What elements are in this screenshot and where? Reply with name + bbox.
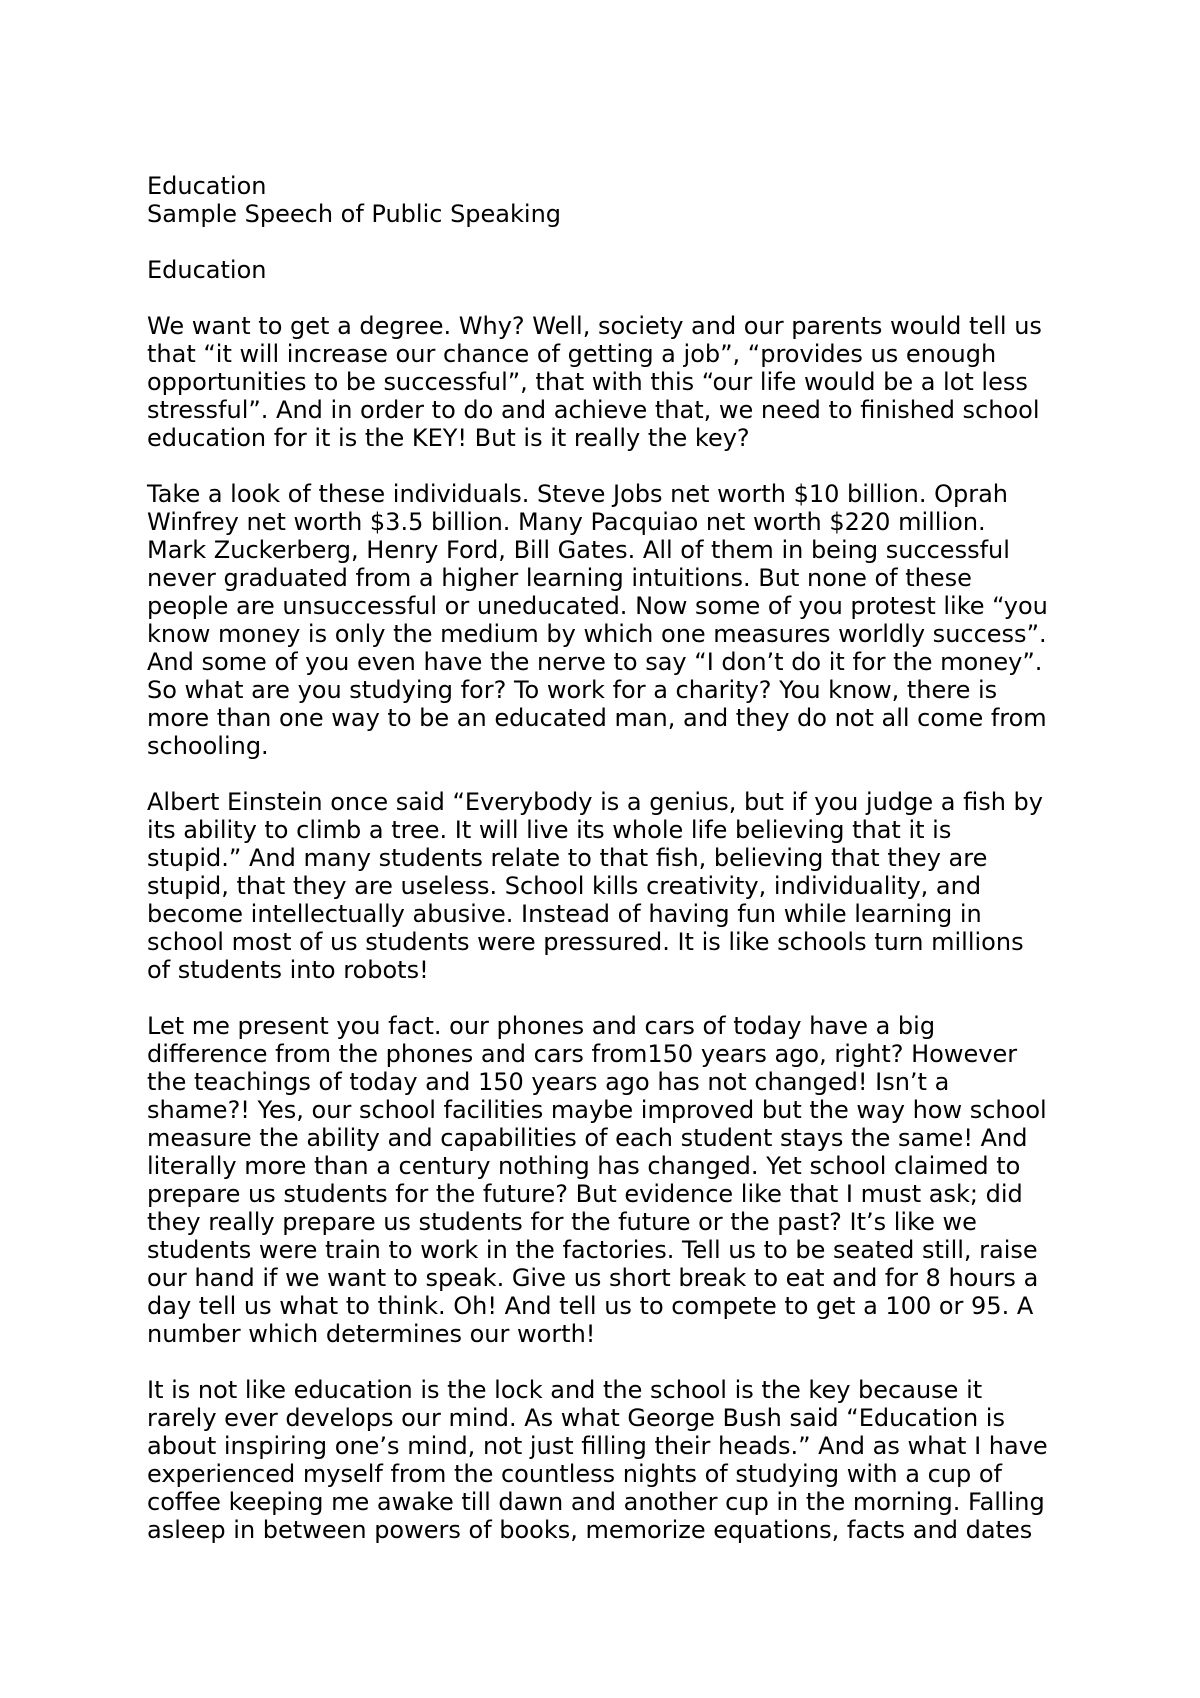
paragraph-line: number which determines our worth! <box>147 1320 596 1348</box>
paragraph-line: It is not like education is the lock and the school is the key because it <box>147 1376 983 1404</box>
paragraph-line: more than one way to be an educated man, and they do not all come from <box>147 704 1047 732</box>
spacer <box>147 284 1067 312</box>
paragraph-line: our hand if we want to speak. Give us short break to eat and for 8 hours a <box>147 1264 1039 1292</box>
paragraph-line: education for it is the KEY! But is it really the key? <box>147 424 750 452</box>
paragraph-line: Winfrey net worth $3.5 billion. Many Pacquiao net worth $220 million. <box>147 508 986 536</box>
paragraph-line: rarely ever develops our mind. As what George Bush said “Education is <box>147 1404 1005 1432</box>
paragraph-line: We want to get a degree. Why? Well, society and our parents would tell us <box>147 312 1042 340</box>
paragraph-line: stressful”. And in order to do and achieve that, we need to finished school <box>147 396 1040 424</box>
paragraph-line: stupid, that they are useless. School kills creativity, individuality, and <box>147 872 982 900</box>
paragraph-line: never graduated from a higher learning intuitions. But none of these <box>147 564 972 592</box>
paragraph-2 <box>147 480 1067 760</box>
paragraph-line: know money is only the medium by which one measures worldly success”. <box>147 620 1047 648</box>
paragraph-line: Take a look of these individuals. Steve Jobs net worth $10 billion. Oprah <box>147 480 1008 508</box>
document-page <box>147 172 1067 1572</box>
paragraph-line: prepare us students for the future? But evidence like that I must ask; did <box>147 1180 1023 1208</box>
paragraph-line: Albert Einstein once said “Everybody is a genius, but if you judge a fish by <box>147 788 1043 816</box>
paragraph-4 <box>147 1012 1067 1348</box>
paragraph-line: asleep in between powers of books, memorize equations, facts and dates <box>147 1516 1033 1544</box>
paragraph-line: they really prepare us students for the future or the past? It’s like we <box>147 1208 977 1236</box>
document-title: Education <box>147 172 267 200</box>
paragraph-line: day tell us what to think. Oh! And tell us to compete to get a 100 or 95. A <box>147 1292 1034 1320</box>
paragraph-line: schooling. <box>147 732 269 760</box>
paragraph-line: become intellectually abusive. Instead of having fun while learning in <box>147 900 982 928</box>
paragraph-line: measure the ability and capabilities of each student stays the same! And <box>147 1124 1028 1152</box>
paragraph-line: And some of you even have the nerve to say “I don’t do it for the money”. <box>147 648 1043 676</box>
paragraph-line: stupid.” And many students relate to that fish, believing that they are <box>147 844 988 872</box>
paragraph-line: Let me present you fact. our phones and cars of today have a big <box>147 1012 936 1040</box>
paragraph-line: literally more than a century nothing has changed. Yet school claimed to <box>147 1152 1021 1180</box>
paragraph-line: shame?! Yes, our school facilities maybe improved but the way how school <box>147 1096 1047 1124</box>
paragraph-line: people are unsuccessful or uneducated. Now some of you protest like “you <box>147 592 1048 620</box>
paragraph-line: about inspiring one’s mind, not just filling their heads.” And as what I have <box>147 1432 1048 1460</box>
paragraph-3 <box>147 788 1067 984</box>
section-heading: Education <box>147 256 267 284</box>
paragraph-5 <box>147 1376 1067 1544</box>
paragraph-line: opportunities to be successful”, that with this “our life would be a lot less <box>147 368 1028 396</box>
paragraph-line: that “it will increase our chance of getting a job”, “provides us enough <box>147 340 997 368</box>
paragraph-1 <box>147 312 1067 452</box>
document-subtitle: Sample Speech of Public Speaking <box>147 200 562 228</box>
paragraph-line: coffee keeping me awake till dawn and another cup in the morning. Falling <box>147 1488 1045 1516</box>
paragraph-line: its ability to climb a tree. It will live its whole life believing that it is <box>147 816 952 844</box>
paragraph-line: students were train to work in the factories. Tell us to be seated still, raise <box>147 1236 1038 1264</box>
paragraph-line: school most of us students were pressured. It is like schools turn millions <box>147 928 1024 956</box>
paragraph-line: difference from the phones and cars from150 years ago, right? However <box>147 1040 1018 1068</box>
paragraph-line: Mark Zuckerberg, Henry Ford, Bill Gates. All of them in being successful <box>147 536 1010 564</box>
spacer <box>147 228 1067 256</box>
paragraph-line: the teachings of today and 150 years ago has not changed! Isn’t a <box>147 1068 950 1096</box>
paragraph-line: So what are you studying for? To work for a charity? You know, there is <box>147 676 998 704</box>
paragraph-line: of students into robots! <box>147 956 429 984</box>
paragraph-line: experienced myself from the countless nights of studying with a cup of <box>147 1460 1002 1488</box>
